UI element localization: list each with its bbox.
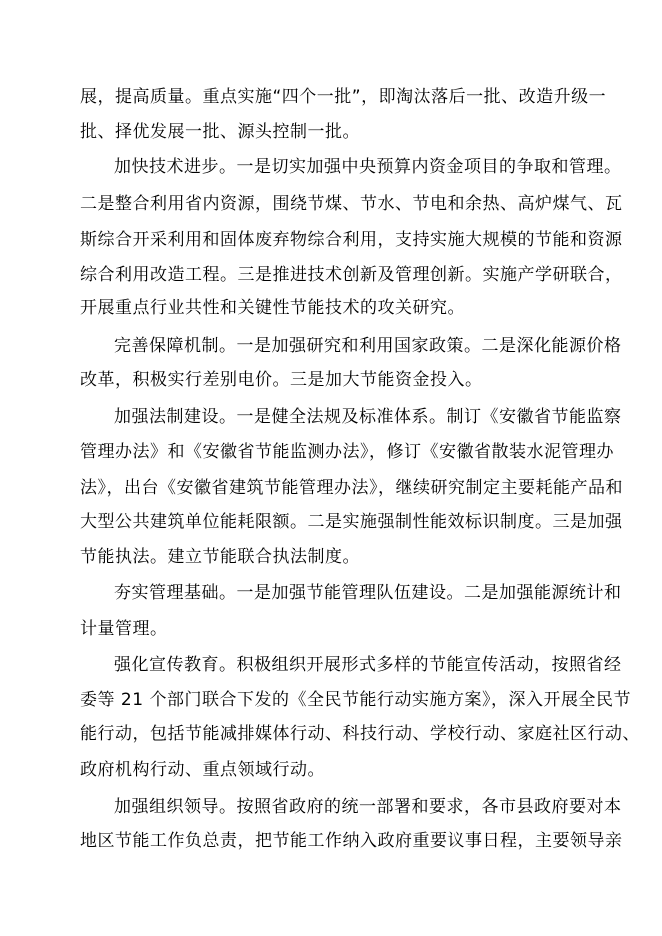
paragraph-start-line: 加快技术进步。一是切实加强中央预算内资金项目的争取和管理。 [114,157,622,177]
paragraph-start-line: 加强组织领导。按照省政府的统一部署和要求，各市县政府要对本 [114,797,622,817]
text-line: 地区节能工作负总责，把节能工作纳入政府重要议事日程，主要领导亲 [80,831,623,851]
text-line: 改革，积极实行差别电价。三是加大节能资金投入。 [80,370,483,390]
paragraph-start-line: 加强法制建设。一是健全法规及标准体系。制订《安徽省节能监察 [114,407,622,427]
text-line: 二是整合利用省内资源，围绕节煤、节水、节电和余热、高炉煤气、瓦 [80,194,623,214]
text-line: 大型公共建筑单位能耗限额。二是实施强制性能效标识制度。三是加强 [80,512,623,532]
text-line: 委等 21 个部门联合下发的《全民节能行动实施方案》，深入开展全民节 [80,690,631,710]
paragraph-start-line: 夯实管理基础。一是加强节能管理队伍建设。二是加强能源统计和 [114,583,622,603]
text-line: 展，提高质量。重点实施“四个一批”，即淘汰落后一批、改造升级一 [80,87,607,107]
text-line: 综合利用改造工程。三是推进技术创新及管理创新。实施产学研联合， [80,265,623,285]
text-line: 开展重点行业共性和关键性节能技术的攻关研究。 [80,298,465,318]
text-line: 节能执法。建立节能联合执法制度。 [80,547,360,567]
paragraph-start-line: 完善保障机制。一是加强研究和利用国家政策。二是深化能源价格 [114,336,622,356]
text-line: 能行动，包括节能减排媒体行动、科技行动、学校行动、家庭社区行动、 [80,724,640,744]
text-line: 政府机构行动、重点领域行动。 [80,760,325,780]
text-line: 法》，出台《安徽省建筑节能管理办法》，继续研究制定主要耗能产品和 [80,478,623,498]
text-line: 斯综合开采利用和固体废弃物综合利用，支持实施大规模的节能和资源 [80,230,623,250]
text-line: 管理办法》和《安徽省节能监测办法》，修订《安徽省散装水泥管理办 [80,442,614,462]
text-line: 批、择优发展一批、源头控制一批。 [80,122,360,142]
paragraph-start-line: 强化宣传教育。积极组织开展形式多样的节能宣传活动，按照省经 [114,655,622,675]
text-line: 计量管理。 [80,619,168,639]
